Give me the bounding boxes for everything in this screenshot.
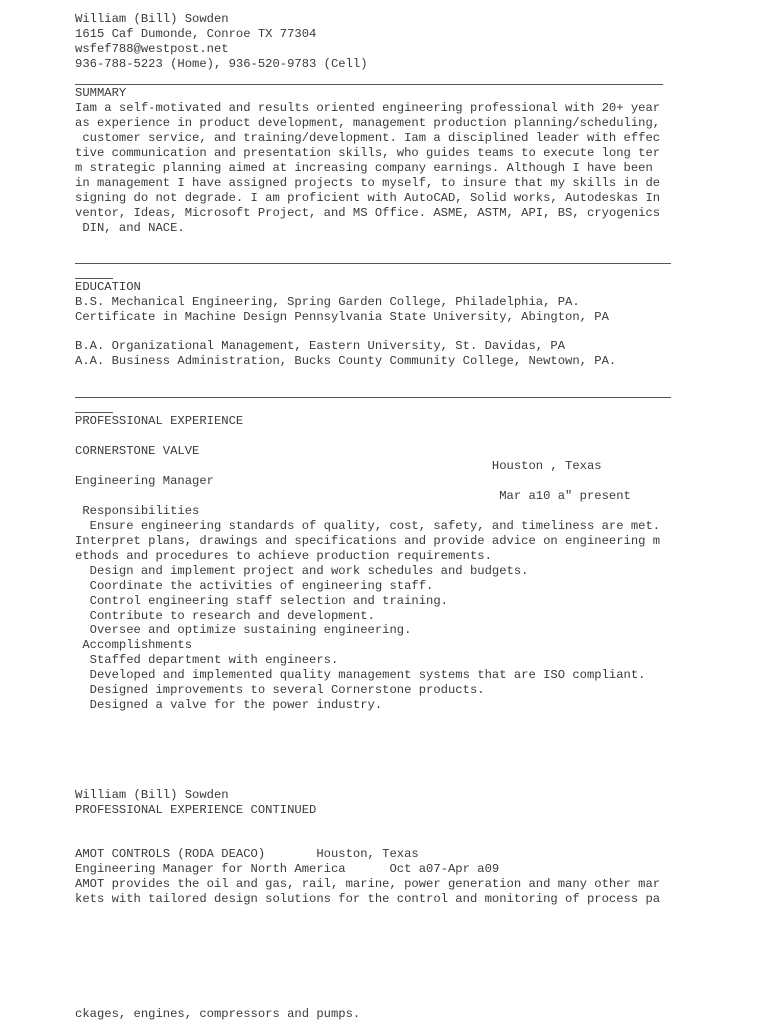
text-line-31: Contribute to research and development. — [75, 609, 375, 623]
text-line-11: signing do not degrade. I am proficient with AutoCAD, Solid works, Autodeskas In — [75, 191, 661, 205]
text-line-29: Coordinate the activities of engineering staff. — [75, 579, 434, 593]
text-line-14: EDUCATION — [75, 280, 141, 294]
text-line-43: kets with tailored design solutions for the control and monitoring of process pa — [75, 892, 661, 906]
text-line-28: Design and implement project and work schedules and budgets. — [75, 564, 529, 578]
text-line-15: B.S. Mechanical Engineering, Spring Garden College, Philadelphia, PA. — [75, 295, 580, 309]
text-line-1: 1615 Caf Dumonde, Conroe TX 77304 — [75, 27, 317, 41]
text-line-26: Interpret plans, drawings and specifications and provide advice on engineering m — [75, 534, 661, 548]
text-line-0: William (Bill) Sowden — [75, 12, 229, 26]
text-line-37: Designed a valve for the power industry. — [75, 698, 383, 712]
text-line-2: wsfef788@westpost.net — [75, 42, 229, 56]
text-line-6: as experience in product development, management production planning/scheduling, — [75, 116, 661, 130]
text-line-18: A.A. Business Administration, Bucks County Community College, Newtown, PA. — [75, 354, 617, 368]
horizontal-rule-2 — [75, 278, 113, 279]
text-line-30: Control engineering staff selection and training. — [75, 594, 448, 608]
text-line-4: SUMMARY — [75, 86, 127, 100]
text-line-22: Engineering Manager — [75, 474, 214, 488]
text-line-23: Mar a10 a" present — [75, 489, 631, 503]
text-line-5: Iam a self-motivated and results oriented engineering professional with 20+ year — [75, 101, 661, 115]
text-line-16: Certificate in Machine Design Pennsylvania State University, Abington, PA — [75, 310, 609, 324]
text-line-9: m strategic planning aimed at increasing company earnings. Although I have been — [75, 161, 653, 175]
text-line-21: Houston , Texas — [75, 459, 602, 473]
text-line-7: customer service, and training/development. Iam a disciplined leader with effec — [75, 131, 661, 145]
text-line-19: PROFESSIONAL EXPERIENCE — [75, 414, 244, 428]
text-line-25: Ensure engineering standards of quality, cost, safety, and timeliness are met. — [75, 519, 661, 533]
text-line-20: CORNERSTONE VALVE — [75, 444, 200, 458]
text-line-33: Accomplishments — [75, 638, 193, 652]
text-line-17: B.A. Organizational Management, Eastern University, St. Davidas, PA — [75, 339, 566, 353]
text-line-10: in management I have assigned projects to myself, to insure that my skills in de — [75, 176, 661, 190]
text-line-12: ventor, Ideas, Microsoft Project, and MS Office. ASME, ASTM, API, BS, cryogenics — [75, 206, 661, 220]
text-line-36: Designed improvements to several Cornerstone products. — [75, 683, 485, 697]
text-line-27: ethods and procedures to achieve production requirements. — [75, 549, 492, 563]
horizontal-rule-4 — [75, 412, 113, 413]
horizontal-rule-3 — [75, 397, 671, 398]
text-line-38: William (Bill) Sowden — [75, 788, 229, 802]
text-line-34: Staffed department with engineers. — [75, 653, 339, 667]
horizontal-rule-1 — [75, 263, 671, 264]
text-line-40: AMOT CONTROLS (RODA DEACO) Houston, Texas — [75, 847, 419, 861]
text-line-3: 936-788-5223 (Home), 936-520-9783 (Cell) — [75, 57, 368, 71]
text-line-24: Responsibilities — [75, 504, 200, 518]
text-line-44: ckages, engines, compressors and pumps. — [75, 1007, 361, 1021]
text-line-32: Oversee and optimize sustaining engineering. — [75, 623, 412, 637]
horizontal-rule-0 — [75, 84, 663, 85]
text-line-39: PROFESSIONAL EXPERIENCE CONTINUED — [75, 803, 317, 817]
text-line-35: Developed and implemented quality management systems that are ISO compliant. — [75, 668, 646, 682]
text-line-41: Engineering Manager for North America Oct a07-Apr a09 — [75, 862, 500, 876]
text-line-8: tive communication and presentation skills, who guides teams to execute long ter — [75, 146, 661, 160]
text-line-42: AMOT provides the oil and gas, rail, marine, power generation and many other mar — [75, 877, 661, 891]
text-line-13: DIN, and NACE. — [75, 221, 185, 235]
